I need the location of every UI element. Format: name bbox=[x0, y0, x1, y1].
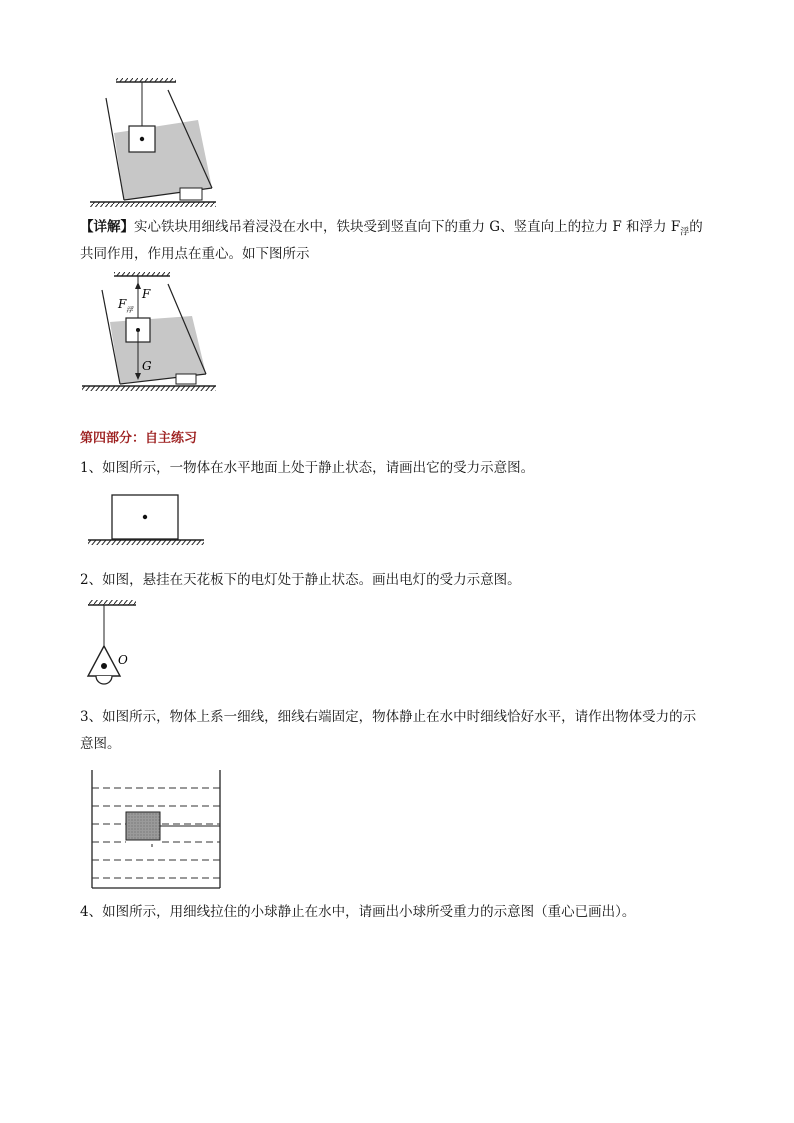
label-g: G bbox=[142, 359, 152, 373]
figure-tilted-container bbox=[88, 78, 218, 208]
label-f-buoy-sub: 浮 bbox=[126, 306, 133, 314]
detail-line-2: 共同作用，作用点在重心。如下图所示 bbox=[80, 246, 310, 262]
question-3-text-line-2: 意图。 bbox=[80, 736, 121, 752]
figure-block-on-ground bbox=[86, 492, 208, 548]
question-4-text: 4、如图所示，用细线拉住的小球静止在水中，请画出小球所受重力的示意图（重心已画出）。 bbox=[80, 904, 636, 920]
figure-force-diagram bbox=[80, 272, 220, 397]
detail-text: 实心铁块用细线吊着浸没在水中，铁块受到竖直向下的重力 G、竖直向上的拉力 F 和浮力 F bbox=[134, 219, 681, 235]
figure-block-in-water bbox=[86, 768, 226, 892]
label-o: O bbox=[118, 653, 128, 667]
question-1-text: 1、如图所示，一物体在水平地面上处于静止状态，请画出它的受力示意图。 bbox=[80, 460, 535, 476]
question-2-text: 2、如图，悬挂在天花板下的电灯处于静止状态。画出电灯的受力示意图。 bbox=[80, 572, 521, 588]
figure-hanging-lamp bbox=[84, 598, 144, 694]
question-3-text-line-1: 3、如图所示，物体上系一细线，细线右端固定，物体静止在水中时细线恰好水平，请作出物体受力的示 bbox=[80, 709, 697, 725]
label-f-buoy: F bbox=[118, 297, 127, 311]
detail-text-end: 的 bbox=[689, 219, 703, 235]
label-f: F bbox=[142, 287, 151, 301]
buoyancy-subscript: 浮 bbox=[680, 227, 690, 238]
detail-tag: 【详解】 bbox=[80, 219, 134, 235]
section-title: 第四部分：自主练习 bbox=[80, 431, 198, 446]
